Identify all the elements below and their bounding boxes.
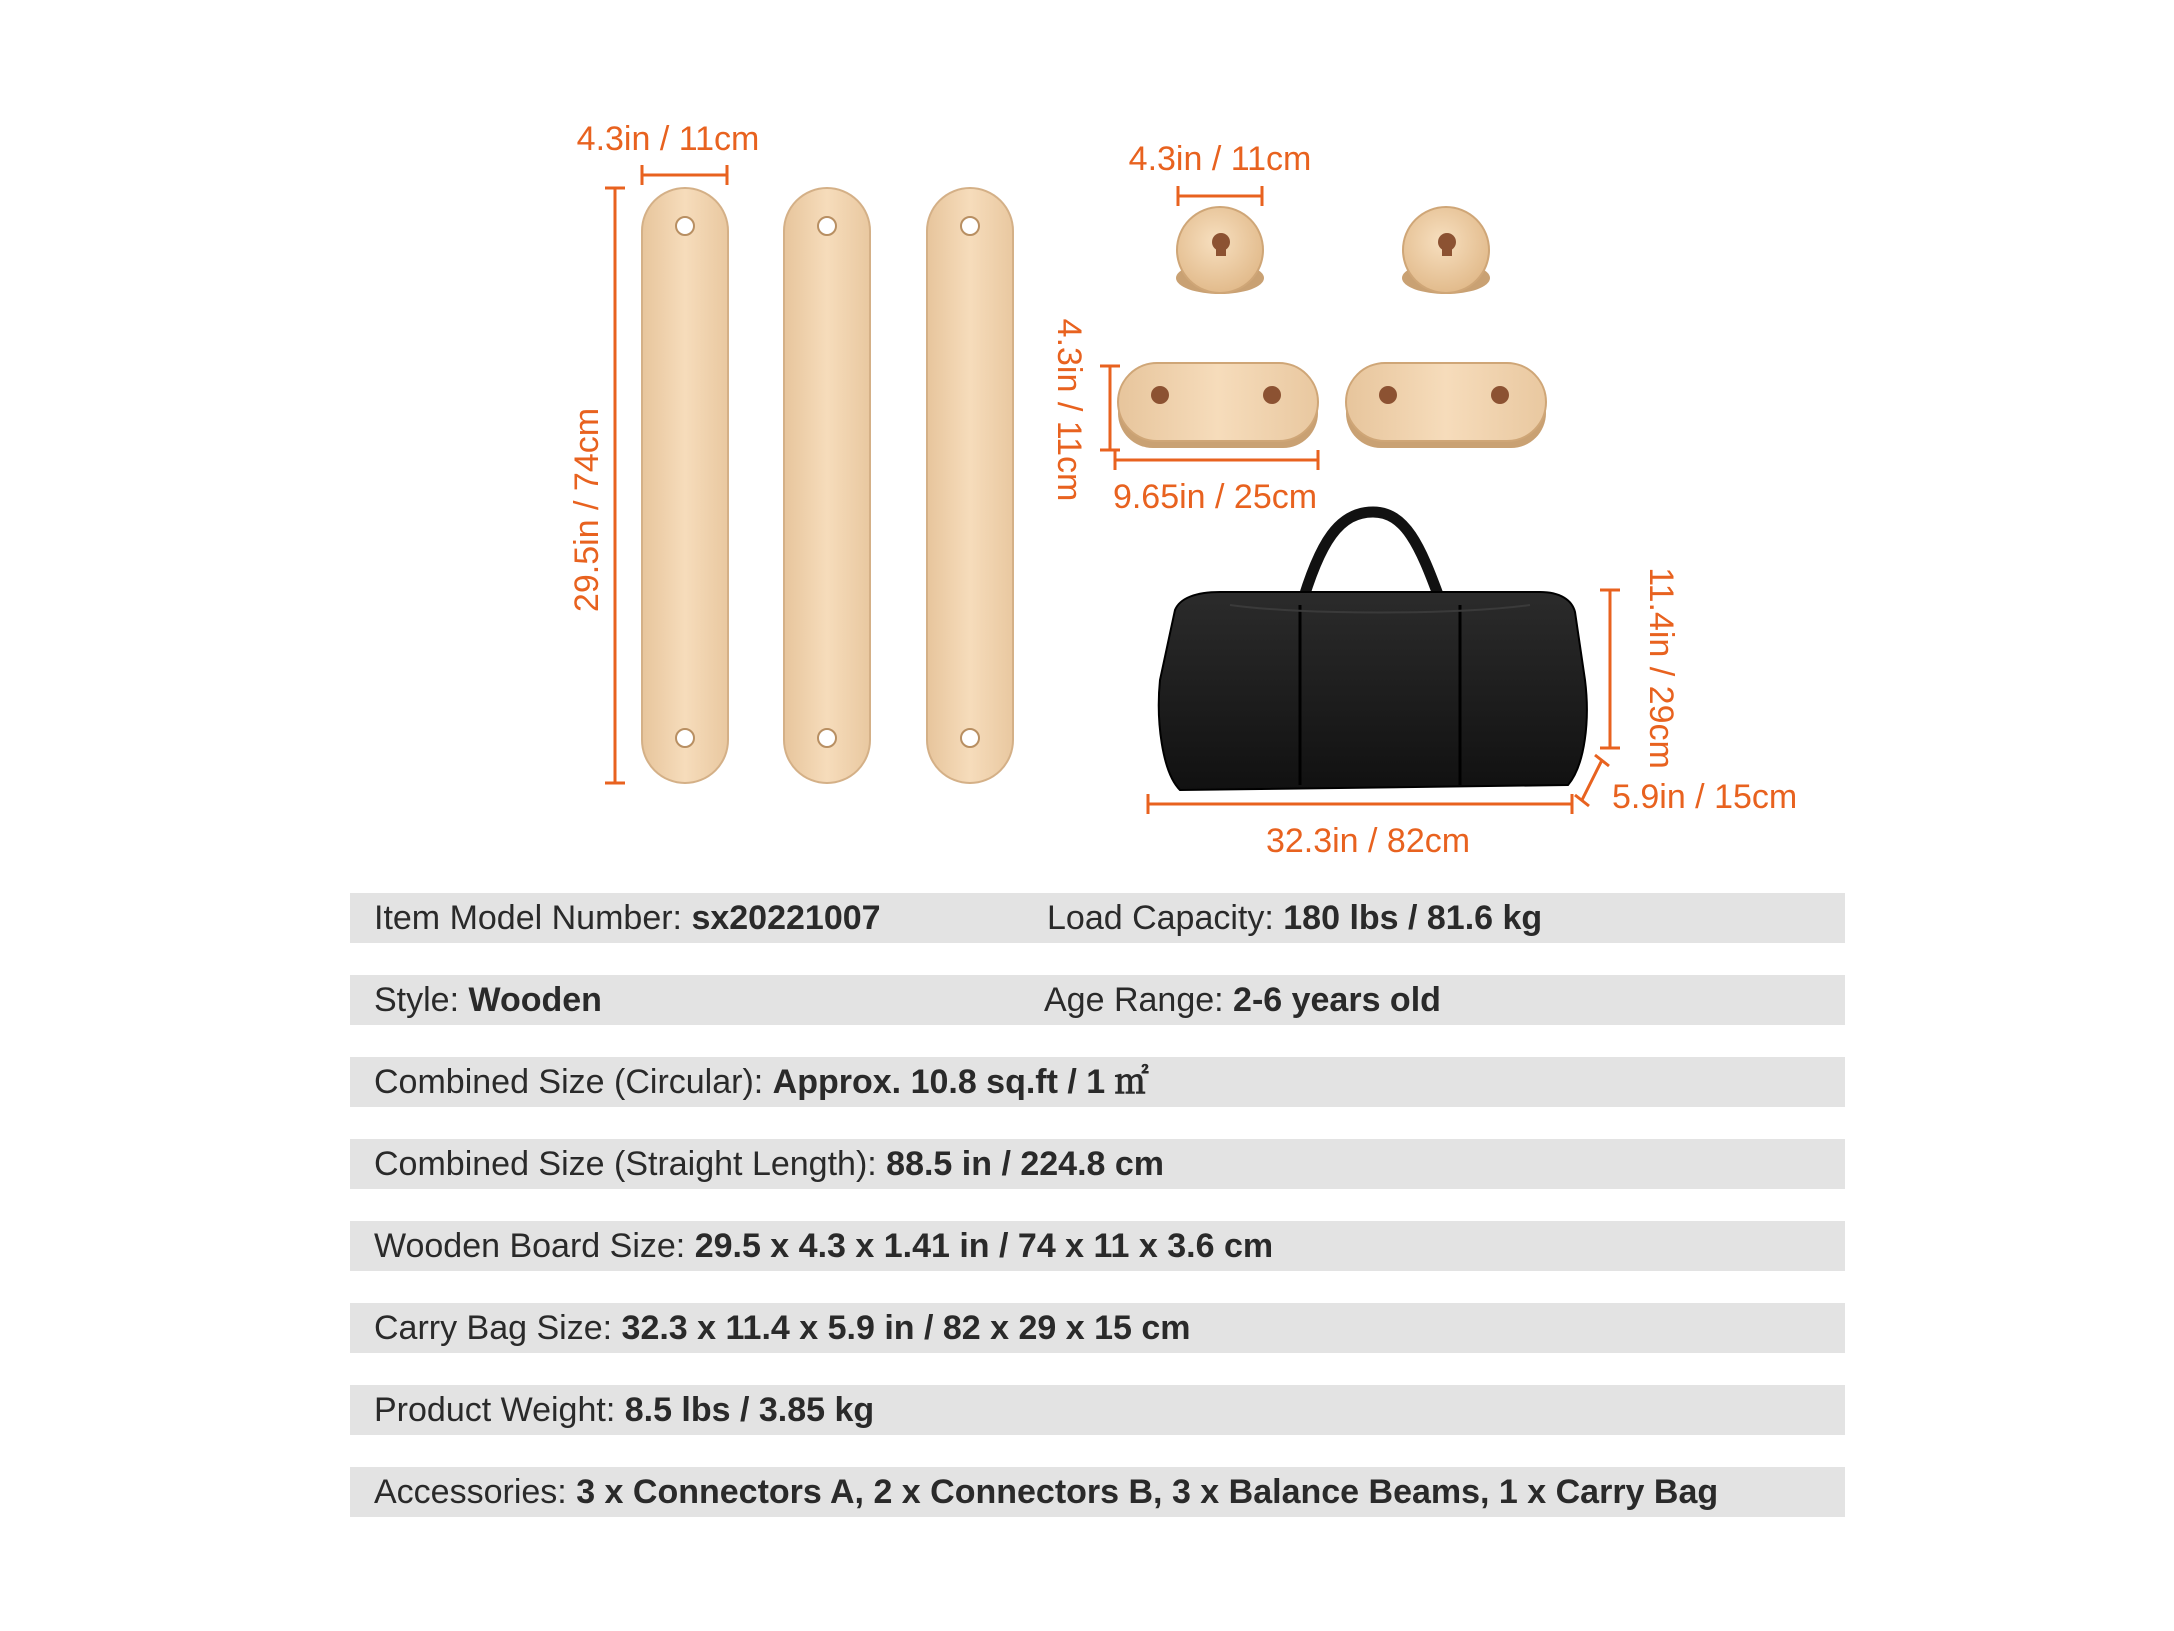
straight-size	[374, 1139, 1164, 1189]
connector-b-length-label: 9.65in / 25cm	[1112, 478, 1318, 516]
spec-row-straight-size	[350, 1139, 1845, 1189]
spec-row-board-size	[350, 1221, 1845, 1271]
model-number	[374, 893, 881, 943]
accessories-label: Accessories:	[374, 1473, 577, 1511]
balance-beam-1	[642, 188, 728, 783]
style-label: Style:	[374, 981, 469, 1019]
product-weight-label: Product Weight:	[374, 1391, 625, 1429]
spec-row-bag-size	[350, 1303, 1845, 1353]
connector-b-length-dimension	[1113, 450, 1318, 516]
board-size	[374, 1221, 1273, 1271]
straight-size-value: 88.5 in / 224.8 cm	[886, 1145, 1165, 1183]
connector-a-width-label: 4.3in / 11cm	[1128, 140, 1312, 178]
connector-a-2	[1402, 207, 1490, 294]
connector-b-2	[1346, 363, 1546, 448]
bag-length-label: 32.3in / 82cm	[1265, 822, 1471, 860]
bag-size-value: 32.3 x 11.4 x 5.9 in / 82 x 29 x 15 cm	[621, 1309, 1191, 1347]
spec-row-model	[350, 893, 1845, 943]
product-weight-value: 8.5 lbs / 3.85 kg	[624, 1391, 875, 1429]
load-capacity-label: Load Capacity:	[1047, 899, 1284, 937]
carry-bag	[1159, 512, 1587, 790]
balance-beam-3	[927, 188, 1013, 783]
style-value: Wooden	[468, 981, 602, 1019]
beam-length-dimension	[568, 188, 625, 783]
beam-width-dimension	[577, 120, 760, 185]
model-number-label: Item Model Number:	[374, 899, 692, 937]
model-number-value: sx20221007	[691, 899, 881, 937]
spec-row-circular-size	[350, 1057, 1845, 1107]
load-capacity-value: 180 lbs / 81.6 kg	[1283, 899, 1543, 937]
spec-row-style	[350, 975, 1845, 1025]
circular-size	[374, 1057, 1149, 1107]
beam-length-label: 29.5in / 74cm	[568, 407, 606, 613]
load-capacity	[1047, 893, 1542, 943]
age-range-value: 2-6 years old	[1233, 981, 1441, 1019]
connector-b-1	[1118, 363, 1318, 448]
bag-depth-label: 5.9in / 15cm	[1612, 778, 1798, 816]
connector-a-width-dimension	[1129, 140, 1312, 206]
spec-row-weight	[350, 1385, 1845, 1435]
product-weight	[374, 1385, 874, 1435]
bag-size	[374, 1303, 1191, 1353]
connector-b-height-dimension	[1050, 319, 1120, 502]
age-range	[1044, 975, 1441, 1025]
style	[374, 975, 602, 1025]
board-size-value: 29.5 x 4.3 x 1.41 in / 74 x 11 x 3.6 cm	[694, 1227, 1274, 1265]
board-size-label: Wooden Board Size:	[374, 1227, 695, 1265]
balance-beam-2	[784, 188, 870, 783]
bag-height-dimension	[1600, 567, 1680, 769]
accessories-value: 3 x Connectors A, 2 x Connectors B, 3 x Balance Beams, 1 x Carry Bag	[576, 1473, 1719, 1511]
bag-size-label: Carry Bag Size:	[374, 1309, 622, 1347]
beam-width-label: 4.3in / 11cm	[576, 120, 760, 158]
bag-height-label: 11.4in / 29cm	[1642, 567, 1680, 769]
spec-row-accessories	[350, 1467, 1845, 1517]
age-range-label: Age Range:	[1044, 981, 1234, 1019]
bag-length-dimension	[1148, 794, 1572, 860]
bag-depth-dimension	[1575, 755, 1797, 816]
connector-b-height-label: 4.3in / 11cm	[1050, 318, 1088, 502]
circular-size-value: Approx. 10.8 sq.ft / 1 ㎡	[772, 1063, 1149, 1101]
circular-size-label: Combined Size (Circular):	[374, 1063, 773, 1101]
connector-a-1	[1176, 207, 1264, 294]
straight-size-label: Combined Size (Straight Length):	[374, 1145, 887, 1183]
accessories	[374, 1467, 1718, 1517]
